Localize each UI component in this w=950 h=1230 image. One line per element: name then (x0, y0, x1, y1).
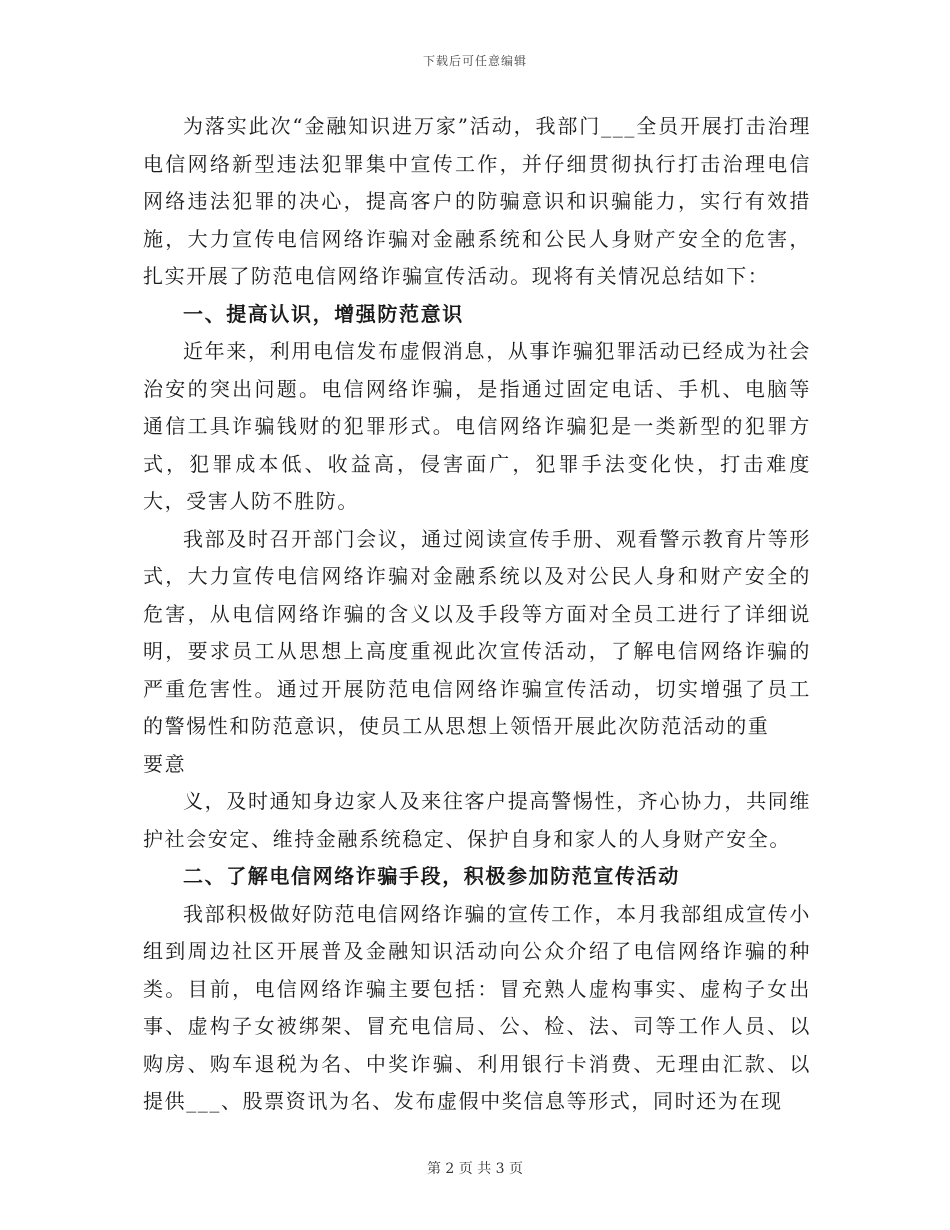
document-body (143, 108, 811, 1121)
paragraph-intro: 为落实此次“金融知识进万家”活动，我部门___全员开展打击治理电信网络新型违法犯罪集中宣传工作，并仔细贯彻执行打击治理电信网络违法犯罪的决心，提高客户的防骗意识和识骗能力，实行有效措施，大力宣传电信网络诈骗对金融系统和公民人身财产安全的危害，扎实开展了防范电信网络诈骗宣传活动。现将有关情况总结如下： (143, 114, 811, 288)
paragraph-meeting: 我部及时召开部门会议，通过阅读宣传手册、观看警示教育片等形式，大力宣传电信网络诈骗对金融系统以及对公民人身和财产安全的危害，从电信网络诈骗的含义以及手段等方面对全员工进行了详细说明，要求员工从思想上高度重视此次宣传活动，了解电信网络诈骗的严重危害性。通过开展防范电信网络诈骗宣传活动，切实增强了员工的警惕性和防范意识，使员工从思想上领悟开展此次防范活动的重 (143, 526, 811, 738)
paragraph-meeting-tail: 要意 (143, 751, 187, 776)
paragraph-background: 近年来，利用电信发布虚假消息，从事诈骗犯罪活动已经成为社会治安的突出问题。电信网络诈骗，是指通过固定电话、手机、电脑等通信工具诈骗钱财的犯罪形式。电信网络诈骗犯是一类新型的犯罪方式，犯罪成本低、收益高，侵害面广，犯罪手法变化快，打击难度大，受害人防不胜防。 (143, 339, 811, 513)
page-header-note: 下载后可任意编辑 (422, 54, 527, 68)
paragraph-fraud-types: 我部积极做好防范电信网络诈骗的宣传工作，本月我部组成宣传小组到周边社区开展普及金融知识活动向公众介绍了电信网络诈骗的种类。目前，电信网络诈骗主要包括：冒充熟人虚构事实、虚构子女出事、虚构子女被绑架、冒充电信局、公、检、法、司等工作人员、以购房、购车退税为名、中奖诈骗、利用银行卡消费、无理由汇款、以提供___、股票资讯为名、发布虚假中奖信息等形式，同时还为在现 (143, 901, 811, 1113)
section-heading-2: 二、了解电信网络诈骗手段，积极参加防范宣传活动 (183, 864, 680, 888)
paragraph-significance: 义，及时通知身边家人及来往客户提高警惕性，齐心协力，共同维护社会安定、维持金融系统稳定、保护自身和家人的人身财产安全。 (143, 789, 811, 851)
section-heading-1: 一、提高认识，增强防范意识 (183, 301, 464, 326)
page-number: 第 2 页 共 3 页 (426, 1161, 524, 1177)
